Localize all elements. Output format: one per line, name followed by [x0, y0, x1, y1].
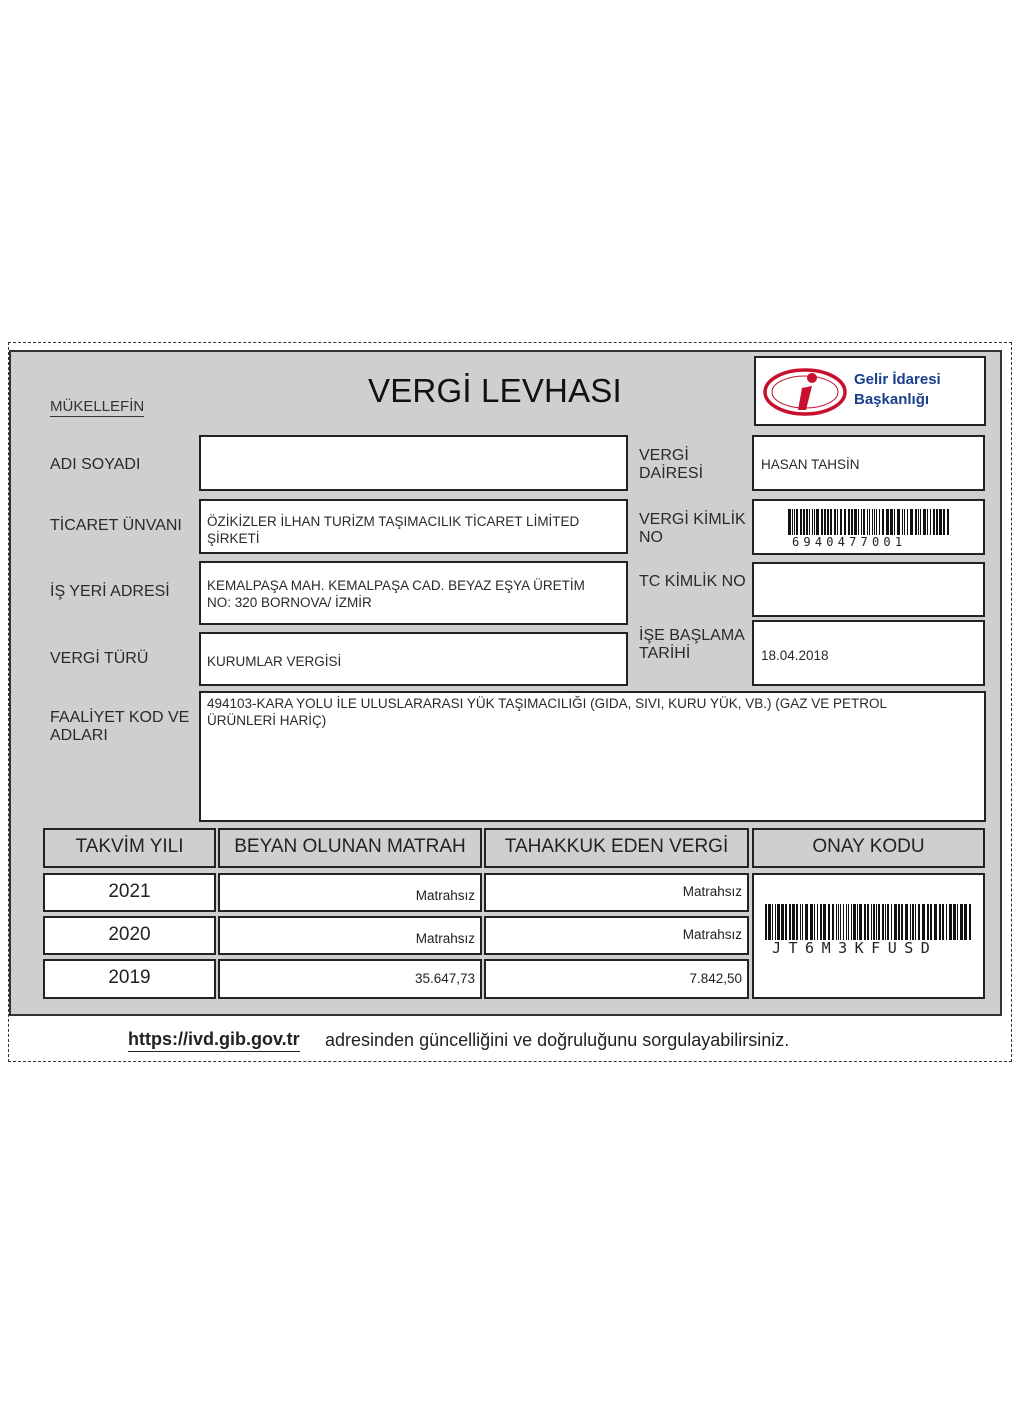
barcode-bar: [902, 509, 903, 535]
barcode-bar: [851, 509, 853, 535]
barcode-bar: [846, 904, 847, 940]
barcode-bar: [816, 509, 819, 535]
gib-logo-icon: [760, 362, 850, 422]
barcode-bar: [792, 509, 793, 535]
barcode-bar: [964, 904, 967, 940]
barcode-bar: [838, 904, 839, 940]
vergi-dairesi-label: [639, 447, 703, 483]
barcode-bar: [828, 904, 830, 940]
vergi-turu-field: [199, 632, 628, 686]
table-row-vergi: Matrahsız: [484, 873, 749, 912]
faaliyet-field: [199, 691, 986, 822]
barcode-bar: [876, 904, 877, 940]
table-row-matrah: 35.647,73: [218, 959, 482, 999]
onay-kodu-value: JT6M3KFUSD: [772, 939, 938, 957]
barcode-bar: [843, 904, 844, 940]
barcode-bar: [800, 509, 802, 535]
barcode-bar: [890, 509, 893, 535]
barcode-bar: [810, 904, 813, 940]
logo-line-2: Başkanlığı: [854, 391, 930, 408]
table-row-year: 2021: [43, 873, 216, 912]
gib-verification-link[interactable]: https://ivd.gib.gov.tr: [128, 1029, 300, 1052]
barcode-bar: [834, 509, 836, 535]
ise-baslama-label-line-2: TARİHİ: [639, 645, 691, 662]
barcode-bar: [840, 509, 842, 535]
barcode-bar: [844, 509, 846, 535]
barcode-bar: [910, 509, 913, 535]
header-takvim-yili: TAKVİM YILI: [43, 828, 216, 868]
adi-soyadi-field: [199, 435, 628, 491]
barcode-bar: [939, 904, 941, 940]
barcode-bar: [891, 904, 892, 940]
barcode-bar: [947, 509, 949, 535]
table-row-vergi: Matrahsız: [484, 916, 749, 955]
barcode-bar: [840, 904, 841, 940]
barcode-bar: [864, 904, 866, 940]
barcode-bar: [934, 904, 937, 940]
barcode-bar: [953, 904, 956, 940]
gib-logo-text: [854, 370, 941, 410]
vergi-dairesi-label-line-1: VERGİ: [639, 447, 689, 464]
barcode-bar: [894, 904, 897, 940]
barcode-bar: [872, 509, 873, 535]
barcode-bar: [809, 509, 810, 535]
barcode-bar: [814, 509, 815, 535]
adi-soyadi-label: ADI SOYADI: [50, 456, 141, 473]
faaliyet-label: [50, 709, 189, 745]
barcode-bar: [904, 509, 905, 535]
barcode-bar: [878, 904, 880, 940]
ise-baslama-value: 18.04.2018: [761, 648, 829, 663]
adres-line-2: NO: 320 BORNOVA/ İZMİR: [207, 595, 372, 610]
barcode-bar: [848, 509, 850, 535]
barcode-bar: [882, 904, 884, 940]
barcode-bar: [957, 904, 958, 940]
barcode-bar: [905, 904, 908, 940]
barcode-bar: [869, 509, 870, 535]
onay-kodu-field: [752, 873, 985, 999]
barcode-bar: [918, 904, 920, 940]
barcode-bar: [927, 509, 928, 535]
vergi-kimlik-label: [639, 511, 746, 547]
vergi-kimlik-field: [752, 499, 985, 555]
barcode-bar: [768, 904, 771, 940]
barcode-bar: [802, 904, 803, 940]
barcode-bar: [788, 509, 791, 535]
barcode-bar: [946, 904, 947, 940]
vergi-kimlik-value: 6940477001: [792, 535, 907, 549]
barcode-bar: [933, 509, 935, 535]
barcode-bar: [894, 509, 895, 535]
barcode-bar: [949, 904, 952, 940]
barcode-bar: [923, 509, 926, 535]
barcode-bar: [859, 904, 862, 940]
barcode-bar: [874, 509, 875, 535]
ise-baslama-label-line-1: İŞE BAŞLAMA: [639, 627, 745, 644]
header-tahakkuk-vergi: TAHAKKUK EDEN VERGİ: [484, 828, 749, 868]
barcode-bar: [796, 509, 798, 535]
barcode-bar: [886, 509, 889, 535]
mukellef-heading: MÜKELLEFİN: [50, 398, 145, 415]
barcode-bar: [824, 509, 826, 535]
barcode-bar: [943, 509, 945, 535]
vergi-kimlik-barcode: [788, 509, 954, 535]
vergi-kimlik-label-line-2: NO: [639, 529, 663, 546]
barcode-bar: [854, 509, 857, 535]
barcode-bar: [930, 904, 932, 940]
header-onay-kodu: ONAY KODU: [752, 828, 985, 868]
faaliyet-label-line-1: FAALİYET KOD VE: [50, 709, 190, 726]
barcode-bar: [823, 904, 826, 940]
barcode-bar: [901, 904, 903, 940]
barcode-bar: [927, 904, 929, 940]
barcode-bar: [915, 509, 917, 535]
barcode-bar: [836, 904, 837, 940]
barcode-bar: [772, 904, 773, 940]
page-title: VERGİ LEVHASI: [368, 372, 622, 409]
barcode-bar: [942, 904, 944, 940]
barcode-bar: [820, 904, 822, 940]
barcode-bar: [806, 509, 808, 535]
barcode-bar: [775, 904, 776, 940]
faaliyet-label-line-2: ADLARI: [50, 727, 108, 744]
barcode-bar: [817, 904, 818, 940]
barcode-bar: [939, 509, 942, 535]
barcode-bar: [848, 904, 849, 940]
onay-kodu-barcode: [765, 904, 975, 940]
faaliyet-value: [207, 695, 887, 729]
barcode-bar: [796, 904, 798, 940]
ticaret-unvani-value: [207, 513, 579, 547]
barcode-bar: [781, 904, 784, 940]
is-yeri-adresi-value: [207, 577, 585, 611]
vergi-dairesi-label-line-2: DAİRESİ: [639, 465, 704, 482]
barcode-bar: [885, 904, 886, 940]
table-row-vergi: 7.842,50: [484, 959, 749, 999]
ticaret-unvani-field: [199, 499, 628, 554]
adres-line-1: KEMALPAŞA MAH. KEMALPAŞA CAD. BEYAZ EŞYA ÜRETİM: [207, 578, 585, 593]
barcode-bar: [789, 904, 791, 940]
gib-logo-box: [754, 356, 986, 426]
barcode-bar: [863, 509, 865, 535]
vergi-dairesi-field: [752, 435, 985, 491]
barcode-bar: [920, 509, 921, 535]
table-row-year: 2020: [43, 916, 216, 955]
vergi-dairesi-value: HASAN TAHSİN: [761, 457, 860, 472]
footer-text: adresinden güncelliğini ve doğruluğunu sorgulayabilirsiniz.: [325, 1030, 790, 1050]
barcode-bar: [898, 904, 900, 940]
table-row-matrah: Matrahsız: [218, 916, 482, 955]
barcode-bar: [871, 904, 872, 940]
barcode-bar: [812, 509, 813, 535]
barcode-bar: [922, 904, 925, 940]
table-row-year: 2019: [43, 959, 216, 999]
barcode-bar: [915, 904, 916, 940]
barcode-bar: [936, 509, 938, 535]
barcode-bar: [912, 904, 914, 940]
barcode-bar: [857, 904, 858, 940]
barcode-bar: [887, 904, 889, 940]
barcode-bar: [897, 509, 900, 535]
barcode-bar: [777, 904, 780, 940]
barcode-bar: [792, 904, 795, 940]
barcode-bar: [765, 904, 767, 940]
barcode-bar: [918, 509, 919, 535]
barcode-bar: [861, 509, 862, 535]
barcode-bar: [873, 904, 875, 940]
barcode-bar: [969, 904, 971, 940]
ticaret-unvani-line-1: ÖZİKİZLER İLHAN TURİZM TAŞIMACILIK TİCARET LİMİTED: [207, 514, 580, 529]
is-yeri-adresi-label: İŞ YERİ ADRESİ: [50, 583, 170, 600]
barcode-bar: [832, 904, 834, 940]
barcode-bar: [867, 509, 868, 535]
barcode-bar: [882, 509, 884, 535]
barcode-bar: [960, 904, 963, 940]
barcode-bar: [794, 509, 795, 535]
barcode-bar: [930, 509, 931, 535]
barcode-bar: [827, 509, 829, 535]
barcode-bar: [814, 904, 815, 940]
barcode-bar: [785, 904, 787, 940]
barcode-bar: [837, 509, 838, 535]
ticaret-unvani-label: TİCARET ÜNVANI: [50, 517, 182, 534]
is-yeri-adresi-field: [199, 561, 628, 625]
barcode-bar: [867, 904, 869, 940]
ise-baslama-label: [639, 627, 745, 663]
ise-baslama-field: [752, 620, 985, 686]
ticaret-unvani-line-2: ŞİRKETİ: [207, 531, 260, 546]
faaliyet-line-2: ÜRÜNLERİ HARİÇ): [207, 713, 327, 728]
tc-kimlik-label: TC KİMLİK NO: [639, 573, 746, 590]
barcode-bar: [805, 904, 808, 940]
barcode-bar: [821, 509, 823, 535]
barcode-bar: [830, 509, 832, 535]
barcode-bar: [858, 509, 859, 535]
vergi-turu-label: VERGİ TÜRÜ: [50, 650, 149, 667]
barcode-bar: [910, 904, 911, 940]
vergi-turu-value: KURUMLAR VERGİSİ: [207, 654, 342, 669]
barcode-bar: [853, 904, 856, 940]
header-beyan-matrah: BEYAN OLUNAN MATRAH: [218, 828, 482, 868]
barcode-bar: [879, 509, 880, 535]
tc-kimlik-field: [752, 562, 985, 617]
table-row-matrah: Matrahsız: [218, 873, 482, 912]
vergi-kimlik-label-line-1: VERGİ KİMLİK: [639, 511, 746, 528]
faaliyet-line-1: 494103-KARA YOLU İLE ULUSLARARASI YÜK TAŞIMACILIĞI (GIDA, SIVI, KURU YÜK, VB.) (GAZ VE PETROL: [207, 696, 887, 711]
barcode-bar: [876, 509, 877, 535]
barcode-bar: [803, 509, 805, 535]
barcode-bar: [907, 509, 908, 535]
barcode-bar: [800, 904, 801, 940]
barcode-bar: [851, 904, 852, 940]
logo-line-1: Gelir İdaresi: [854, 371, 941, 388]
